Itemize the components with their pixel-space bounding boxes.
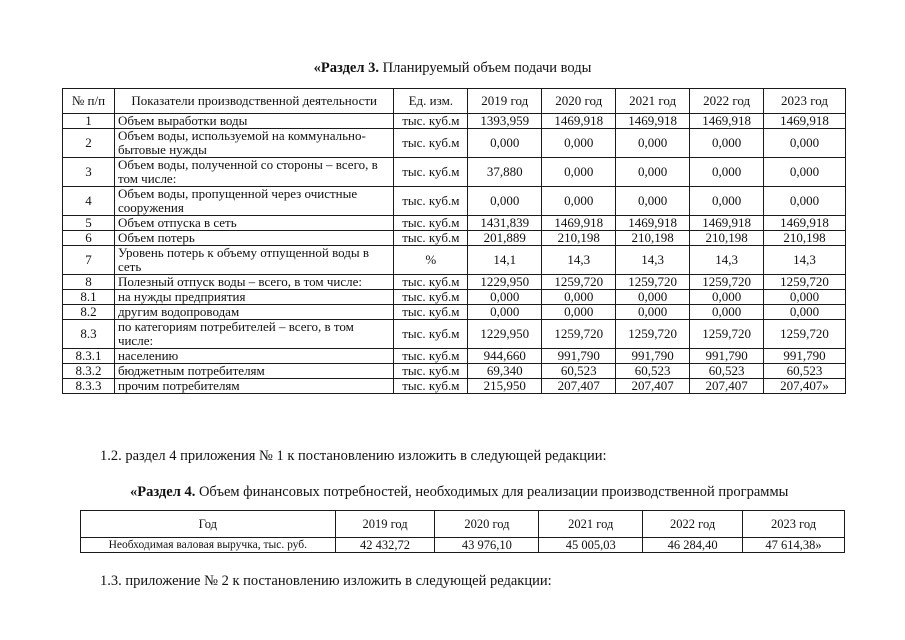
cell-2023: 0,000 — [764, 129, 846, 158]
paragraph-1-2: 1.2. раздел 4 приложения № 1 к постановлению изложить в следующей редакции: — [100, 448, 607, 464]
cell-2022: 1259,720 — [690, 320, 764, 349]
header-2020: 2020 год — [542, 89, 616, 114]
cell-num: 7 — [63, 246, 115, 275]
cell-num: 6 — [63, 231, 115, 246]
cell-2022: 0,000 — [690, 129, 764, 158]
header-indicator: Показатели производственной деятельности — [114, 89, 393, 114]
table-header-row — [63, 89, 846, 114]
cell-2021: 1259,720 — [616, 275, 690, 290]
cell-2023: 0,000 — [764, 158, 846, 187]
cell-2019: 42 432,72 — [335, 538, 435, 553]
water-supply-table — [62, 88, 846, 394]
header-2022: 2022 год — [690, 89, 764, 114]
cell-2021: 1259,720 — [616, 320, 690, 349]
cell-2023: 47 614,38» — [743, 538, 845, 553]
cell-2020: 0,000 — [542, 158, 616, 187]
cell-2022: 991,790 — [690, 349, 764, 364]
cell-2020: 0,000 — [542, 305, 616, 320]
cell-2021: 14,3 — [616, 246, 690, 275]
table-row — [63, 231, 846, 246]
table-row — [63, 246, 846, 275]
cell-indicator: Необходимая валовая выручка, тыс. руб. — [81, 538, 336, 553]
cell-2020: 0,000 — [542, 187, 616, 216]
table-header-row — [81, 511, 845, 538]
header-2021: 2021 год — [616, 89, 690, 114]
cell-indicator: Объем воды, пропущенной через очистные сооружения — [114, 187, 393, 216]
cell-2022: 0,000 — [690, 158, 764, 187]
cell-2019: 944,660 — [468, 349, 542, 364]
cell-2022: 46 284,40 — [643, 538, 743, 553]
cell-unit: тыс. куб.м — [394, 290, 468, 305]
cell-indicator: на нужды предприятия — [114, 290, 393, 305]
cell-2019: 1431,839 — [468, 216, 542, 231]
section3-title-text: Планируемый объем подачи воды — [378, 60, 592, 76]
cell-num: 8.3.1 — [63, 349, 115, 364]
cell-2022: 0,000 — [690, 187, 764, 216]
cell-2023: 991,790 — [764, 349, 846, 364]
cell-2022: 207,407 — [690, 379, 764, 394]
header-2019: 2019 год — [335, 511, 435, 538]
cell-2023: 1469,918 — [764, 114, 846, 129]
cell-2022: 0,000 — [690, 290, 764, 305]
cell-num: 8 — [63, 275, 115, 290]
cell-indicator: прочим потребителям — [114, 379, 393, 394]
cell-2023: 14,3 — [764, 246, 846, 275]
table-row — [63, 114, 846, 129]
cell-indicator: населению — [114, 349, 393, 364]
cell-num: 8.3.2 — [63, 364, 115, 379]
cell-unit: тыс. куб.м — [394, 129, 468, 158]
cell-2022: 1469,918 — [690, 114, 764, 129]
cell-2020: 1259,720 — [542, 275, 616, 290]
cell-unit: % — [394, 246, 468, 275]
table-row — [63, 187, 846, 216]
cell-2020: 1469,918 — [542, 216, 616, 231]
cell-num: 8.2 — [63, 305, 115, 320]
cell-indicator: Объем воды, полученной со стороны – всего, в том числе: — [114, 158, 393, 187]
cell-unit: тыс. куб.м — [394, 231, 468, 246]
cell-2020: 60,523 — [542, 364, 616, 379]
cell-2020: 14,3 — [542, 246, 616, 275]
cell-2022: 14,3 — [690, 246, 764, 275]
cell-2022: 60,523 — [690, 364, 764, 379]
cell-2021: 45 005,03 — [539, 538, 643, 553]
table-row — [63, 158, 846, 187]
cell-unit: тыс. куб.м — [394, 349, 468, 364]
header-year: Год — [81, 511, 336, 538]
table-row — [63, 379, 846, 394]
table-row — [63, 275, 846, 290]
section3-title — [0, 60, 905, 77]
cell-2020: 207,407 — [542, 379, 616, 394]
cell-unit: тыс. куб.м — [394, 320, 468, 349]
cell-indicator: бюджетным потребителям — [114, 364, 393, 379]
cell-2020: 1259,720 — [542, 320, 616, 349]
cell-2021: 0,000 — [616, 187, 690, 216]
cell-unit: тыс. куб.м — [394, 187, 468, 216]
cell-2019: 1393,959 — [468, 114, 542, 129]
cell-num: 8.1 — [63, 290, 115, 305]
cell-unit: тыс. куб.м — [394, 216, 468, 231]
cell-indicator: Объем потерь — [114, 231, 393, 246]
cell-indicator: Объем воды, используемой на коммунально-бытовые нужды — [114, 129, 393, 158]
cell-2020: 43 976,10 — [435, 538, 539, 553]
table-row — [63, 129, 846, 158]
header-2023: 2023 год — [743, 511, 845, 538]
cell-2021: 60,523 — [616, 364, 690, 379]
cell-2020: 0,000 — [542, 290, 616, 305]
header-2019: 2019 год — [468, 89, 542, 114]
cell-2020: 0,000 — [542, 129, 616, 158]
cell-2021: 1469,918 — [616, 114, 690, 129]
cell-2023: 0,000 — [764, 187, 846, 216]
cell-2023: 210,198 — [764, 231, 846, 246]
cell-2019: 1229,950 — [468, 320, 542, 349]
cell-2019: 1229,950 — [468, 275, 542, 290]
financial-needs-table — [80, 510, 845, 553]
cell-2023: 1259,720 — [764, 275, 846, 290]
cell-2019: 0,000 — [468, 290, 542, 305]
cell-num: 8.3 — [63, 320, 115, 349]
header-unit: Ед. изм. — [394, 89, 468, 114]
cell-2022: 0,000 — [690, 305, 764, 320]
header-2022: 2022 год — [643, 511, 743, 538]
cell-2022: 1469,918 — [690, 216, 764, 231]
cell-num: 3 — [63, 158, 115, 187]
cell-unit: тыс. куб.м — [394, 114, 468, 129]
cell-2021: 1469,918 — [616, 216, 690, 231]
cell-unit: тыс. куб.м — [394, 158, 468, 187]
cell-unit: тыс. куб.м — [394, 305, 468, 320]
cell-indicator: Уровень потерь к объему отпущенной воды в сеть — [114, 246, 393, 275]
paragraph-1-3: 1.3. приложение № 2 к постановлению изложить в следующей редакции: — [100, 573, 552, 589]
cell-indicator: Объем отпуска в сеть — [114, 216, 393, 231]
cell-2019: 14,1 — [468, 246, 542, 275]
table-row — [63, 216, 846, 231]
cell-2021: 0,000 — [616, 305, 690, 320]
cell-2019: 0,000 — [468, 129, 542, 158]
section4-title-prefix: «Раздел 4. — [130, 484, 196, 500]
header-num: № п/п — [63, 89, 115, 114]
cell-2021: 0,000 — [616, 290, 690, 305]
cell-2023: 1469,918 — [764, 216, 846, 231]
cell-2020: 1469,918 — [542, 114, 616, 129]
table-row — [63, 290, 846, 305]
cell-indicator: по категориям потребителей – всего, в том числе: — [114, 320, 393, 349]
header-2021: 2021 год — [539, 511, 643, 538]
cell-unit: тыс. куб.м — [394, 379, 468, 394]
cell-num: 2 — [63, 129, 115, 158]
cell-num: 5 — [63, 216, 115, 231]
cell-2021: 0,000 — [616, 158, 690, 187]
cell-2019: 37,880 — [468, 158, 542, 187]
section4-title-text: Объем финансовых потребностей, необходимых для реализации производственной программы — [195, 484, 789, 500]
cell-2023: 60,523 — [764, 364, 846, 379]
cell-num: 8.3.3 — [63, 379, 115, 394]
table-row — [63, 305, 846, 320]
table-row — [63, 320, 846, 349]
cell-2023: 207,407» — [764, 379, 846, 394]
cell-2020: 210,198 — [542, 231, 616, 246]
cell-2022: 1259,720 — [690, 275, 764, 290]
cell-2022: 210,198 — [690, 231, 764, 246]
section4-title — [130, 484, 788, 501]
cell-2019: 69,340 — [468, 364, 542, 379]
cell-2023: 0,000 — [764, 305, 846, 320]
cell-2023: 1259,720 — [764, 320, 846, 349]
cell-2021: 991,790 — [616, 349, 690, 364]
cell-2020: 991,790 — [542, 349, 616, 364]
cell-indicator: другим водопроводам — [114, 305, 393, 320]
cell-num: 4 — [63, 187, 115, 216]
cell-2019: 215,950 — [468, 379, 542, 394]
table-row — [63, 364, 846, 379]
header-2020: 2020 год — [435, 511, 539, 538]
cell-2019: 0,000 — [468, 187, 542, 216]
cell-indicator: Объем выработки воды — [114, 114, 393, 129]
cell-indicator: Полезный отпуск воды – всего, в том числе: — [114, 275, 393, 290]
header-2023: 2023 год — [764, 89, 846, 114]
section3-title-prefix: «Раздел 3. — [313, 60, 379, 76]
cell-2021: 0,000 — [616, 129, 690, 158]
cell-2019: 0,000 — [468, 305, 542, 320]
cell-2021: 210,198 — [616, 231, 690, 246]
cell-unit: тыс. куб.м — [394, 275, 468, 290]
table-row — [63, 349, 846, 364]
cell-unit: тыс. куб.м — [394, 364, 468, 379]
cell-2021: 207,407 — [616, 379, 690, 394]
cell-num: 1 — [63, 114, 115, 129]
cell-2023: 0,000 — [764, 290, 846, 305]
cell-2019: 201,889 — [468, 231, 542, 246]
table-row — [81, 538, 845, 553]
